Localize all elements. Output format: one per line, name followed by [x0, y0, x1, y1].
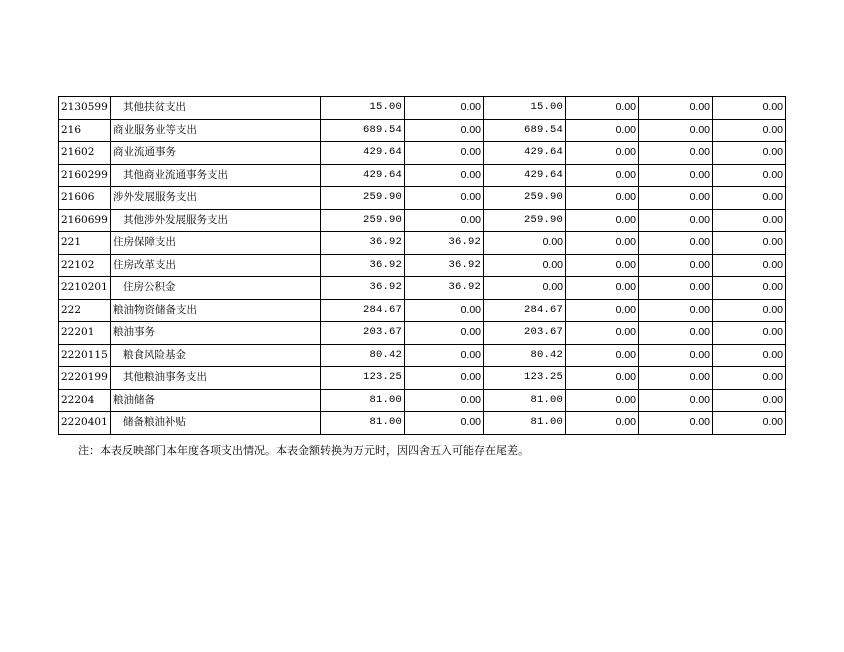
project-expenditure-cell: 0.00: [484, 254, 566, 277]
subject-name-text: 粮食风险基金: [123, 348, 186, 361]
table-row: [59, 412, 786, 435]
subject-code-cell: 216: [59, 119, 111, 142]
subject-name-cell: [111, 299, 321, 322]
amount-cell: 0.00: [566, 119, 639, 142]
total-cell: 429.64: [321, 164, 405, 187]
amount-cell: 0.00: [566, 412, 639, 435]
subject-code-cell: 2160699: [59, 209, 111, 232]
subject-name-text: 粮油储备: [113, 393, 155, 406]
subject-name-text: 涉外发展服务支出: [113, 191, 197, 204]
total-cell: 284.67: [321, 299, 405, 322]
basic-expenditure-cell: 0.00: [405, 187, 484, 210]
amount-cell: 0.00: [566, 344, 639, 367]
project-expenditure-cell: 259.90: [484, 187, 566, 210]
subject-name-text: 住房保障支出: [113, 236, 176, 249]
subject-name-cell: [111, 164, 321, 187]
table-row: [59, 254, 786, 277]
project-expenditure-cell: 81.00: [484, 412, 566, 435]
subject-code-cell: 221: [59, 232, 111, 255]
subject-code-cell: 22201: [59, 322, 111, 345]
amount-cell: 0.00: [713, 209, 786, 232]
basic-expenditure-cell: 0.00: [405, 367, 484, 390]
subject-code-cell: 2220115: [59, 344, 111, 367]
subject-name-cell: [111, 232, 321, 255]
subject-code-cell: 2210201: [59, 277, 111, 300]
project-expenditure-cell: 0.00: [484, 232, 566, 255]
subject-name-cell: [111, 97, 321, 120]
table-row: [59, 164, 786, 187]
table-row: [59, 209, 786, 232]
amount-cell: 0.00: [713, 97, 786, 120]
subject-code-cell: 2220199: [59, 367, 111, 390]
amount-cell: 0.00: [566, 389, 639, 412]
amount-cell: 0.00: [639, 322, 713, 345]
amount-cell: 0.00: [566, 97, 639, 120]
amount-cell: 0.00: [639, 232, 713, 255]
expenditure-table-container: [58, 96, 786, 435]
total-cell: 123.25: [321, 367, 405, 390]
total-cell: 203.67: [321, 322, 405, 345]
basic-expenditure-cell: 0.00: [405, 119, 484, 142]
project-expenditure-cell: 259.90: [484, 209, 566, 232]
amount-cell: 0.00: [713, 389, 786, 412]
basic-expenditure-cell: 0.00: [405, 412, 484, 435]
table-row: [59, 322, 786, 345]
total-cell: 689.54: [321, 119, 405, 142]
total-cell: 259.90: [321, 187, 405, 210]
subject-name-text: 其他涉外发展服务支出: [123, 213, 228, 226]
total-cell: 259.90: [321, 209, 405, 232]
subject-name-text: 商业服务业等支出: [113, 123, 197, 136]
amount-cell: 0.00: [639, 277, 713, 300]
amount-cell: 0.00: [713, 367, 786, 390]
amount-cell: 0.00: [639, 187, 713, 210]
project-expenditure-cell: 429.64: [484, 164, 566, 187]
project-expenditure-cell: 123.25: [484, 367, 566, 390]
subject-code-cell: 2130599: [59, 97, 111, 120]
subject-name-cell: [111, 119, 321, 142]
amount-cell: 0.00: [713, 119, 786, 142]
amount-cell: 0.00: [639, 119, 713, 142]
total-cell: 80.42: [321, 344, 405, 367]
basic-expenditure-cell: 0.00: [405, 209, 484, 232]
amount-cell: 0.00: [566, 232, 639, 255]
basic-expenditure-cell: 0.00: [405, 344, 484, 367]
table-footnote: 注：本表反映部门本年度各项支出情况。本表金额转换为万元时，因四舍五入可能存在尾差。: [78, 444, 529, 457]
subject-name-cell: [111, 209, 321, 232]
total-cell: 81.00: [321, 389, 405, 412]
amount-cell: 0.00: [713, 164, 786, 187]
subject-name-text: 商业流通事务: [113, 146, 176, 159]
total-cell: 36.92: [321, 232, 405, 255]
table-row: [59, 277, 786, 300]
amount-cell: 0.00: [639, 142, 713, 165]
subject-name-cell: [111, 142, 321, 165]
expenditure-table: [58, 96, 786, 435]
amount-cell: 0.00: [713, 322, 786, 345]
amount-cell: 0.00: [566, 209, 639, 232]
basic-expenditure-cell: 0.00: [405, 299, 484, 322]
project-expenditure-cell: 81.00: [484, 389, 566, 412]
amount-cell: 0.00: [566, 142, 639, 165]
subject-name-text: 其他扶贫支出: [123, 101, 186, 114]
subject-name-text: 其他商业流通事务支出: [123, 168, 228, 181]
subject-name-cell: [111, 322, 321, 345]
project-expenditure-cell: 429.64: [484, 142, 566, 165]
basic-expenditure-cell: 36.92: [405, 254, 484, 277]
amount-cell: 0.00: [639, 389, 713, 412]
project-expenditure-cell: 203.67: [484, 322, 566, 345]
project-expenditure-cell: 284.67: [484, 299, 566, 322]
subject-name-cell: [111, 344, 321, 367]
amount-cell: 0.00: [713, 299, 786, 322]
project-expenditure-cell: 0.00: [484, 277, 566, 300]
project-expenditure-cell: 80.42: [484, 344, 566, 367]
subject-name-text: 其他粮油事务支出: [123, 371, 207, 384]
subject-name-text: 住房改革支出: [113, 258, 176, 271]
subject-name-text: 住房公积金: [123, 281, 176, 294]
amount-cell: 0.00: [639, 209, 713, 232]
subject-name-cell: [111, 412, 321, 435]
amount-cell: 0.00: [566, 367, 639, 390]
total-cell: 81.00: [321, 412, 405, 435]
basic-expenditure-cell: 0.00: [405, 97, 484, 120]
table-row: [59, 367, 786, 390]
total-cell: 36.92: [321, 277, 405, 300]
table-row: [59, 389, 786, 412]
subject-name-cell: [111, 187, 321, 210]
basic-expenditure-cell: 0.00: [405, 164, 484, 187]
amount-cell: 0.00: [639, 299, 713, 322]
amount-cell: 0.00: [566, 187, 639, 210]
amount-cell: 0.00: [713, 142, 786, 165]
subject-code-cell: 2160299: [59, 164, 111, 187]
amount-cell: 0.00: [713, 344, 786, 367]
subject-code-cell: 21602: [59, 142, 111, 165]
total-cell: 429.64: [321, 142, 405, 165]
table-row: [59, 142, 786, 165]
subject-code-cell: 22102: [59, 254, 111, 277]
amount-cell: 0.00: [639, 97, 713, 120]
subject-name-cell: [111, 389, 321, 412]
table-row: [59, 97, 786, 120]
amount-cell: 0.00: [566, 299, 639, 322]
subject-code-cell: 222: [59, 299, 111, 322]
amount-cell: 0.00: [639, 164, 713, 187]
subject-name-cell: [111, 277, 321, 300]
amount-cell: 0.00: [713, 254, 786, 277]
subject-name-cell: [111, 254, 321, 277]
amount-cell: 0.00: [713, 232, 786, 255]
subject-name-text: 粮油物资储备支出: [113, 303, 197, 316]
project-expenditure-cell: 689.54: [484, 119, 566, 142]
table-row: [59, 344, 786, 367]
amount-cell: 0.00: [713, 187, 786, 210]
basic-expenditure-cell: 36.92: [405, 277, 484, 300]
basic-expenditure-cell: 36.92: [405, 232, 484, 255]
subject-name-text: 粮油事务: [113, 326, 155, 339]
amount-cell: 0.00: [566, 164, 639, 187]
total-cell: 36.92: [321, 254, 405, 277]
amount-cell: 0.00: [639, 254, 713, 277]
basic-expenditure-cell: 0.00: [405, 142, 484, 165]
amount-cell: 0.00: [639, 367, 713, 390]
subject-code-cell: 2220401: [59, 412, 111, 435]
subject-name-text: 储备粮油补贴: [123, 416, 186, 429]
basic-expenditure-cell: 0.00: [405, 389, 484, 412]
total-cell: 15.00: [321, 97, 405, 120]
amount-cell: 0.00: [713, 277, 786, 300]
subject-code-cell: 21606: [59, 187, 111, 210]
basic-expenditure-cell: 0.00: [405, 322, 484, 345]
table-row: [59, 299, 786, 322]
table-row: [59, 187, 786, 210]
table-row: [59, 232, 786, 255]
subject-name-cell: [111, 367, 321, 390]
amount-cell: 0.00: [566, 254, 639, 277]
project-expenditure-cell: 15.00: [484, 97, 566, 120]
amount-cell: 0.00: [639, 344, 713, 367]
subject-code-cell: 22204: [59, 389, 111, 412]
amount-cell: 0.00: [566, 277, 639, 300]
amount-cell: 0.00: [639, 412, 713, 435]
amount-cell: 0.00: [713, 412, 786, 435]
amount-cell: 0.00: [566, 322, 639, 345]
table-row: [59, 119, 786, 142]
table-body: [59, 97, 786, 435]
